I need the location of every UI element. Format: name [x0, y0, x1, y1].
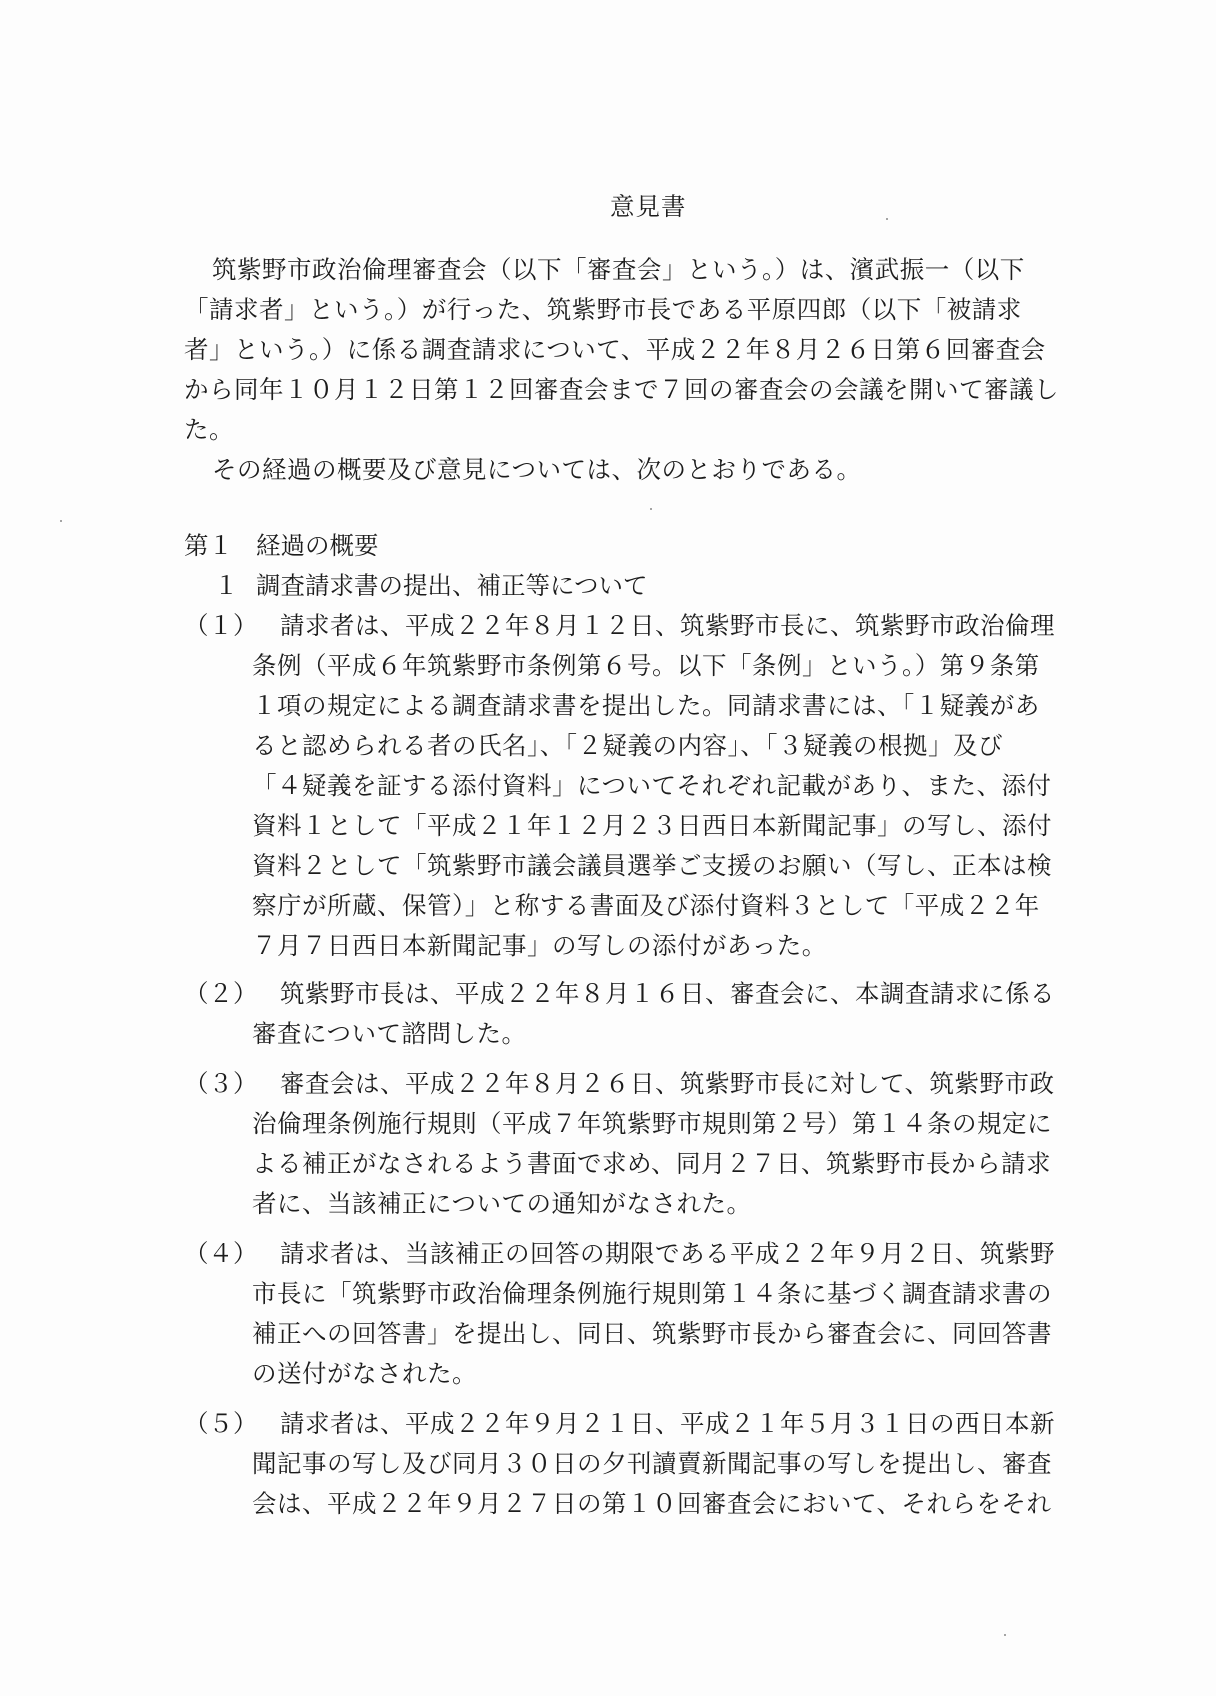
item-line: 請求者は、平成２２年８月１２日、筑紫野市長に、筑紫野市政治倫理 — [280, 611, 1055, 640]
intro-line: 者」という。）に係る調査請求について、平成２２年８月２６日第６回審査会 — [184, 335, 1046, 364]
item-line: よる補正がなされるよう書面で求め、同月２７日、筑紫野市長から請求 — [252, 1149, 1052, 1178]
scan-speck — [886, 218, 888, 220]
item-line: 筑紫野市長は、平成２２年８月１６日、審査会に、本調査請求に係る — [280, 979, 1055, 1008]
item-line: 条例（平成６年筑紫野市条例第６号。以下「条例」という。）第９条第 — [252, 651, 1040, 680]
item-line: 会は、平成２２年９月２７日の第１０回審査会において、それらをそれ — [252, 1489, 1052, 1518]
scan-speck — [60, 520, 62, 522]
item-line: 資料１として「平成２１年１２月２３日西日本新聞記事」の写し、添付 — [252, 811, 1052, 840]
item-line: 「４疑義を証する添付資料」についてそれぞれ記載があり、また、添付 — [252, 771, 1052, 800]
scan-speck — [650, 508, 652, 510]
item-line: 察庁が所蔵、保管）」と称する書面及び添付資料３として「平成２２年 — [252, 891, 1040, 920]
intro-line: 筑紫野市政治倫理審査会（以下「審査会」という。）は、濱武振一（以下 — [212, 255, 1025, 284]
scan-speck — [1004, 1634, 1006, 1636]
item-label: （５） — [184, 1409, 258, 1438]
item-line: 請求者は、当該補正の回答の期限である平成２２年９月２日、筑紫野 — [280, 1239, 1055, 1268]
item-line: ると認められる者の氏名」、「２疑義の内容」、「３疑義の根拠」及び — [252, 731, 1003, 760]
intro-line: 「請求者」という。）が行った、筑紫野市長である平原四郎（以下「被請求 — [184, 295, 1022, 324]
subsection-number: １ — [214, 571, 239, 600]
item-line: ７月７日西日本新聞記事」の写しの添付があった。 — [252, 931, 827, 960]
item-line: 審査について諮問した。 — [252, 1019, 527, 1048]
item-line: 治倫理条例施行規則（平成７年筑紫野市規則第２号）第１４条の規定に — [252, 1109, 1052, 1138]
item-label: （３） — [184, 1069, 258, 1098]
item-line: 資料２として「筑紫野市議会議員選挙ご支援のお願い（写し、正本は検 — [252, 851, 1052, 880]
section-number: 第１ — [184, 531, 233, 560]
item-label: （２） — [184, 979, 258, 1008]
item-label: （１） — [184, 611, 258, 640]
intro-line: その経過の概要及び意見については、次のとおりである。 — [212, 455, 862, 484]
item-line: 市長に「筑紫野市政治倫理条例施行規則第１４条に基づく調査請求書の — [252, 1279, 1052, 1308]
item-line: の送付がなされた。 — [252, 1359, 477, 1388]
item-line: 補正への回答書」を提出し、同日、筑紫野市長から審査会に、同回答書 — [252, 1319, 1052, 1348]
intro-line: た。 — [184, 415, 234, 444]
item-line: 者に、当該補正についての通知がなされた。 — [252, 1189, 752, 1218]
item-label: （４） — [184, 1239, 258, 1268]
item-line: 聞記事の写し及び同月３０日の夕刊讀賣新聞記事の写しを提出し、審査 — [252, 1449, 1052, 1478]
item-line: 請求者は、平成２２年９月２１日、平成２１年５月３１日の西日本新 — [280, 1409, 1055, 1438]
item-line: 審査会は、平成２２年８月２６日、筑紫野市長に対して、筑紫野市政 — [280, 1069, 1055, 1098]
item-line: １項の規定による調査請求書を提出した。同請求書には、「１疑義があ — [252, 691, 1040, 720]
intro-line: から同年１０月１２日第１２回審査会まで７回の審査会の会議を開いて審議し — [184, 375, 1059, 404]
subsection-heading: 調査請求書の提出、補正等について — [256, 571, 648, 600]
section-heading: 経過の概要 — [256, 531, 379, 560]
document-title: 意見書 — [610, 192, 687, 221]
